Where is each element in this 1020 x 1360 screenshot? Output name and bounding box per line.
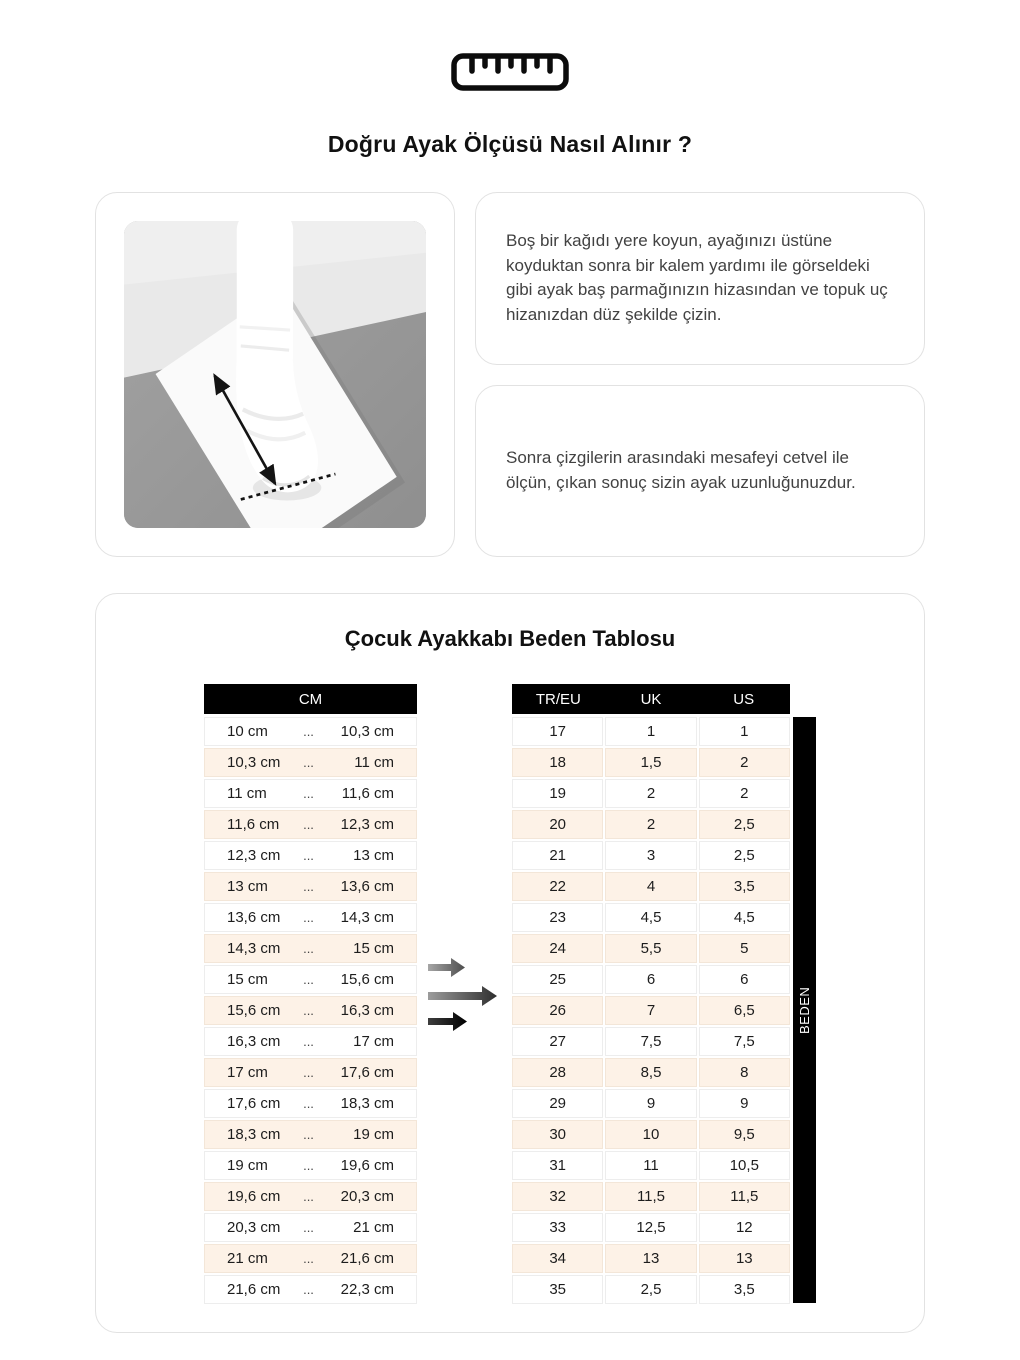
cm-range-min: 13,6 cm xyxy=(227,909,281,926)
cm-range-max: 13,6 cm xyxy=(340,878,394,895)
page-header xyxy=(0,0,1020,158)
eu-header-tr-eu: TR/EU xyxy=(535,690,581,708)
range-separator: ... xyxy=(303,724,314,739)
eu-table-row xyxy=(512,1275,790,1304)
cm-table-row xyxy=(204,1275,417,1304)
eu-size-us: 7,5 xyxy=(699,1027,790,1056)
range-separator: ... xyxy=(303,1034,314,1049)
eu-size-uk: 1 xyxy=(605,717,696,746)
cm-table-row xyxy=(204,996,417,1025)
eu-size-uk: 2 xyxy=(605,779,696,808)
cm-range-min: 19,6 cm xyxy=(227,1188,281,1205)
cm-table-row xyxy=(204,1089,417,1118)
cm-table-row xyxy=(204,810,417,839)
eu-size-tr-eu: 31 xyxy=(512,1151,603,1180)
eu-size-us: 2 xyxy=(699,779,790,808)
eu-size-us: 2 xyxy=(699,748,790,777)
eu-size-tr-eu: 35 xyxy=(512,1275,603,1304)
eu-size-table xyxy=(512,684,790,1306)
eu-size-uk: 7 xyxy=(605,996,696,1025)
eu-size-uk: 12,5 xyxy=(605,1213,696,1242)
eu-size-tr-eu: 34 xyxy=(512,1244,603,1273)
cm-range-min: 21,6 cm xyxy=(227,1281,281,1298)
cm-range-min: 17,6 cm xyxy=(227,1095,281,1112)
eu-table-row xyxy=(512,779,790,808)
cm-range-max: 21 cm xyxy=(353,1219,394,1236)
eu-size-uk: 11 xyxy=(605,1151,696,1180)
eu-size-tr-eu: 22 xyxy=(512,872,603,901)
ruler-icon xyxy=(450,52,570,92)
eu-size-uk: 5,5 xyxy=(605,934,696,963)
eu-size-uk: 13 xyxy=(605,1244,696,1273)
cm-range-min: 19 cm xyxy=(227,1157,268,1174)
eu-table-row xyxy=(512,934,790,963)
range-separator: ... xyxy=(303,1096,314,1111)
eu-size-uk: 4 xyxy=(605,872,696,901)
eu-size-uk: 6 xyxy=(605,965,696,994)
eu-table-row xyxy=(512,1120,790,1149)
eu-size-us: 13 xyxy=(699,1244,790,1273)
cm-range-min: 10,3 cm xyxy=(227,754,281,771)
range-separator: ... xyxy=(303,972,314,987)
eu-size-tr-eu: 21 xyxy=(512,841,603,870)
eu-size-tr-eu: 32 xyxy=(512,1182,603,1211)
instruction-step-2-text: Sonra çizgilerin arasındaki mesafeyi cetvel ile ölçün, çıkan sonuç sizin ayak uzunluğunuzdur. xyxy=(506,448,856,492)
eu-size-us: 9 xyxy=(699,1089,790,1118)
eu-table-header xyxy=(512,684,790,714)
range-separator: ... xyxy=(303,1003,314,1018)
eu-table-row xyxy=(512,996,790,1025)
cm-table-row xyxy=(204,1244,417,1273)
eu-table-row xyxy=(512,717,790,746)
eu-size-us: 3,5 xyxy=(699,872,790,901)
eu-size-uk: 1,5 xyxy=(605,748,696,777)
eu-size-us: 2,5 xyxy=(699,810,790,839)
eu-size-us: 5 xyxy=(699,934,790,963)
cm-range-max: 15,6 cm xyxy=(340,971,394,988)
range-separator: ... xyxy=(303,1251,314,1266)
eu-size-tr-eu: 28 xyxy=(512,1058,603,1087)
cm-table-row xyxy=(204,1151,417,1180)
eu-header-uk: UK xyxy=(640,690,662,708)
eu-size-uk: 7,5 xyxy=(605,1027,696,1056)
size-table-title: Çocuk Ayakkabı Beden Tablosu xyxy=(344,626,676,651)
cm-range-min: 11,6 cm xyxy=(227,816,280,833)
eu-table-row xyxy=(512,1244,790,1273)
eu-size-tr-eu: 18 xyxy=(512,748,603,777)
cm-table-row xyxy=(204,903,417,932)
cm-range-max: 11 cm xyxy=(354,754,394,771)
eu-size-us: 2,5 xyxy=(699,841,790,870)
how-to-section xyxy=(95,192,925,557)
eu-size-uk: 4,5 xyxy=(605,903,696,932)
eu-table-row xyxy=(512,841,790,870)
eu-size-uk: 11,5 xyxy=(605,1182,696,1211)
cm-table-row xyxy=(204,1182,417,1211)
cm-table-row xyxy=(204,1120,417,1149)
eu-size-tr-eu: 24 xyxy=(512,934,603,963)
cm-range-max: 15 cm xyxy=(353,940,394,957)
eu-size-us: 6,5 xyxy=(699,996,790,1025)
cm-table-row xyxy=(204,1027,417,1056)
eu-table-body xyxy=(512,717,790,1304)
eu-table-row xyxy=(512,903,790,932)
cm-range-min: 13 cm xyxy=(227,878,268,895)
cm-table-row xyxy=(204,748,417,777)
eu-size-uk: 2,5 xyxy=(605,1275,696,1304)
cm-range-max: 17,6 cm xyxy=(340,1064,394,1081)
cm-range-min: 12,3 cm xyxy=(227,847,281,864)
page-title: Doğru Ayak Ölçüsü Nasıl Alınır ? xyxy=(327,131,693,157)
eu-table-row xyxy=(512,872,790,901)
eu-size-tr-eu: 25 xyxy=(512,965,603,994)
cm-range-min: 10 cm xyxy=(227,723,268,740)
eu-size-uk: 8,5 xyxy=(605,1058,696,1087)
eu-size-tr-eu: 19 xyxy=(512,779,603,808)
eu-size-us: 11,5 xyxy=(699,1182,790,1211)
cm-range-max: 19,6 cm xyxy=(340,1157,394,1174)
eu-table-row xyxy=(512,1151,790,1180)
cm-table-row xyxy=(204,965,417,994)
eu-table-row xyxy=(512,1058,790,1087)
instruction-step-1 xyxy=(475,192,925,365)
cm-range-max: 10,3 cm xyxy=(340,723,394,740)
eu-size-uk: 3 xyxy=(605,841,696,870)
range-separator: ... xyxy=(303,910,314,925)
range-separator: ... xyxy=(303,786,314,801)
cm-range-max: 22,3 cm xyxy=(340,1281,394,1298)
eu-size-uk: 9 xyxy=(605,1089,696,1118)
cm-table-header: CM xyxy=(204,684,417,714)
triple-right-arrows-icon xyxy=(427,955,502,1035)
eu-size-tr-eu: 29 xyxy=(512,1089,603,1118)
foot-measurement-photo xyxy=(124,221,426,528)
eu-size-us: 10,5 xyxy=(699,1151,790,1180)
eu-size-us: 12 xyxy=(699,1213,790,1242)
eu-size-tr-eu: 27 xyxy=(512,1027,603,1056)
range-separator: ... xyxy=(303,755,314,770)
eu-size-tr-eu: 33 xyxy=(512,1213,603,1242)
conversion-arrows xyxy=(417,684,512,1306)
eu-size-tr-eu: 23 xyxy=(512,903,603,932)
instruction-step-1-text: Boş bir kağıdı yere koyun, ayağınızı üstüne koyduktan sonra bir kalem yardımı ile görseldeki gibi ayak baş parmağınızın hizasından ve topuk uç hizanızdan düz şekilde çizin. xyxy=(506,230,888,324)
eu-table-row xyxy=(512,748,790,777)
cm-table-row xyxy=(204,779,417,808)
cm-range-max: 12,3 cm xyxy=(340,816,394,833)
eu-size-us: 4,5 xyxy=(699,903,790,932)
size-tables xyxy=(96,684,924,1306)
eu-size-uk: 2 xyxy=(605,810,696,839)
eu-table-row xyxy=(512,965,790,994)
eu-table-row xyxy=(512,1027,790,1056)
eu-table-row xyxy=(512,1213,790,1242)
beden-side-label: BEDEN xyxy=(793,717,816,1303)
cm-table xyxy=(204,684,417,1306)
cm-range-min: 18,3 cm xyxy=(227,1126,281,1143)
cm-table-row xyxy=(204,717,417,746)
size-table-card xyxy=(95,593,925,1333)
eu-size-tr-eu: 30 xyxy=(512,1120,603,1149)
eu-size-us: 8 xyxy=(699,1058,790,1087)
cm-range-min: 15 cm xyxy=(227,971,268,988)
measurement-image-card xyxy=(95,192,455,557)
cm-range-max: 18,3 cm xyxy=(340,1095,394,1112)
cm-range-min: 20,3 cm xyxy=(227,1219,281,1236)
cm-table-row xyxy=(204,872,417,901)
range-separator: ... xyxy=(303,1065,314,1080)
range-separator: ... xyxy=(303,879,314,894)
range-separator: ... xyxy=(303,1220,314,1235)
instruction-step-2 xyxy=(475,385,925,558)
eu-size-uk: 10 xyxy=(605,1120,696,1149)
range-separator: ... xyxy=(303,848,314,863)
eu-table-row xyxy=(512,1182,790,1211)
range-separator: ... xyxy=(303,817,314,832)
cm-range-min: 16,3 cm xyxy=(227,1033,281,1050)
eu-size-us: 9,5 xyxy=(699,1120,790,1149)
cm-table-row xyxy=(204,841,417,870)
eu-size-tr-eu: 26 xyxy=(512,996,603,1025)
cm-table-body xyxy=(204,717,417,1304)
cm-range-min: 14,3 cm xyxy=(227,940,281,957)
instruction-column xyxy=(475,192,925,557)
eu-size-us: 1 xyxy=(699,717,790,746)
cm-range-max: 21,6 cm xyxy=(340,1250,394,1267)
cm-range-max: 13 cm xyxy=(353,847,394,864)
cm-table-row xyxy=(204,934,417,963)
cm-table-row xyxy=(204,1213,417,1242)
eu-table-row xyxy=(512,810,790,839)
range-separator: ... xyxy=(303,1282,314,1297)
cm-range-max: 17 cm xyxy=(353,1033,394,1050)
eu-size-tr-eu: 17 xyxy=(512,717,603,746)
cm-range-min: 17 cm xyxy=(227,1064,268,1081)
cm-range-max: 16,3 cm xyxy=(340,1002,394,1019)
eu-table-row xyxy=(512,1089,790,1118)
range-separator: ... xyxy=(303,1158,314,1173)
range-separator: ... xyxy=(303,941,314,956)
eu-size-us: 3,5 xyxy=(699,1275,790,1304)
eu-header-us: US xyxy=(733,690,755,708)
cm-range-min: 15,6 cm xyxy=(227,1002,281,1019)
cm-range-max: 11,6 cm xyxy=(341,785,394,802)
range-separator: ... xyxy=(303,1189,314,1204)
cm-table-row xyxy=(204,1058,417,1087)
range-separator: ... xyxy=(303,1127,314,1142)
cm-range-max: 19 cm xyxy=(353,1126,394,1143)
eu-size-us: 6 xyxy=(699,965,790,994)
cm-range-max: 14,3 cm xyxy=(340,909,394,926)
cm-range-min: 21 cm xyxy=(227,1250,268,1267)
eu-size-tr-eu: 20 xyxy=(512,810,603,839)
cm-range-min: 11 cm xyxy=(227,785,267,802)
cm-range-max: 20,3 cm xyxy=(340,1188,394,1205)
